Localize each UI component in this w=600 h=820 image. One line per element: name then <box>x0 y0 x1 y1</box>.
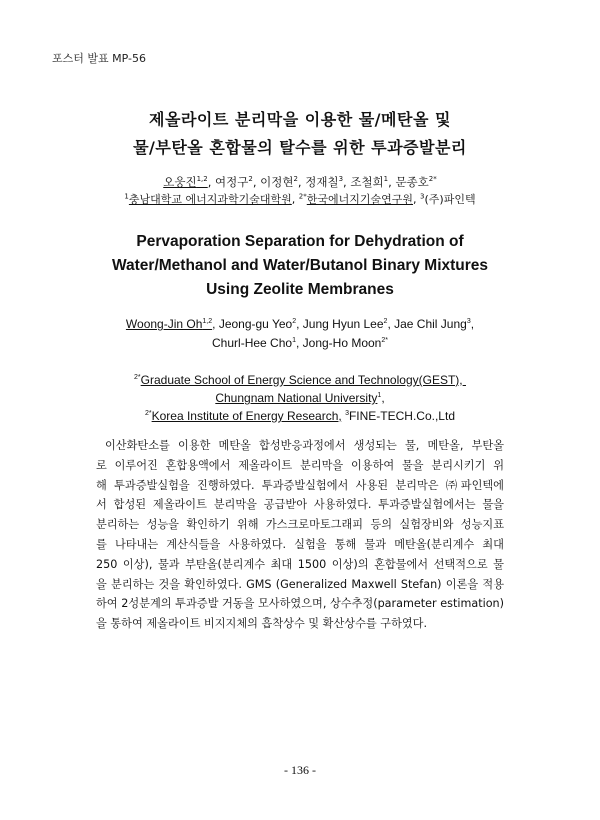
english-author: Churl-Hee Cho$^1$ <box>212 336 296 350</box>
korean-title-line-1: 제올라이트 분리막을 이용한 물/메탄올 및 <box>149 110 451 129</box>
korean-author: 오웅진$^{1,2}$ <box>163 175 208 189</box>
abstract-line: 분리하는 성능을 확인하기 위해 가스크로마토그래피 등의 실험장비와 성능지표 <box>96 518 504 532</box>
abstract-line: 해 투과증발실험을 진행하였다. 투과증발실험에서 사용된 분리막은 ㈜파인텍에 <box>96 478 504 492</box>
english-affiliation-kier-finetech: $^{2*}$Korea Institute of Energy Research, $^3$FINE-TECH.Co.,Ltd <box>144 409 455 423</box>
abstract-body <box>96 436 504 634</box>
korean-affiliation: $^3$(주)파인텍 <box>420 192 476 206</box>
abstract-line: 250 이상), 물과 부탄올(분리계수 최대 1500 이상)의 혼합물에서 선택적으로 물 <box>96 557 504 571</box>
page-number: - 136 - <box>284 763 316 777</box>
english-title-line-2: Water/Methanol and Water/Butanol Binary Mixtures <box>111 257 489 274</box>
english-affiliation-cnu: Chungnam National University$^1$, <box>215 391 385 405</box>
english-affiliation-gest: $^{2*}$Graduate School of Energy Science and Technology(GEST), <box>134 373 463 387</box>
abstract-line: 로 이루어진 혼합용액에서 제올라이트 분리막을 이용하여 물을 분리시키기 위 <box>96 458 504 472</box>
english-author: Woong-Jin Oh$^{1,2}$ <box>125 317 213 331</box>
korean-author-list: 오웅진$^{1,2}$, 여정구$^2$, 이정현$^2$, 정재칠$^3$, 조철희$^1$, 문종호$^{2*}$ <box>163 175 437 189</box>
korean-author: 여정구$^2$ <box>215 175 253 189</box>
abstract-line: 이산화탄소를 이용한 메탄올 합성반응과정에서 생성되는 물, 메탄올, 부탄올 <box>105 439 504 452</box>
english-author-list-line-2: Churl-Hee Cho$^1$, Jong-Ho Moon$^{2*}$ <box>212 336 388 350</box>
abstract-line: 을 통하여 제올라이트 비지지체의 흡착상수 및 확산상수를 구하였다. <box>96 617 428 631</box>
english-title-line-1: Pervaporation Separation for Dehydration of <box>136 233 464 250</box>
english-title-line-3: Using Zeolite Membranes <box>206 281 394 298</box>
korean-affiliation-list: $^1$충남대학교 에너지과학기술대학원, $^{2*}$한국에너지기술연구원, $^3$(주)파인텍 <box>124 192 476 206</box>
korean-affiliation: $^1$충남대학교 에너지과학기술대학원 <box>124 192 292 206</box>
abstract-line: 를 나타내는 계산식들을 사용하였다. 실험을 통해 물과 메탄올(분리계수 최대 <box>96 537 504 551</box>
english-author: Jae Chil Jung$^3$ <box>394 317 471 331</box>
korean-author: 정재칠$^3$ <box>305 175 344 189</box>
english-author-list-line-1: Woong-Jin Oh$^{1,2}$, Jeong-gu Yeo$^2$, Jung Hyun Lee$^2$, Jae Chil Jung$^3$, <box>125 317 475 331</box>
english-author: Jong-Ho Moon$^{2*}$ <box>302 336 388 350</box>
english-author: Jung Hyun Lee$^2$ <box>302 317 388 331</box>
korean-title-line-2: 물/부탄올 혼합물의 탈수를 위한 투과증발분리 <box>133 138 467 157</box>
korean-affiliation: $^{2*}$한국에너지기술연구원 <box>298 192 414 206</box>
session-label: 포스터 발표 MP-56 <box>52 52 146 65</box>
abstract-line: 서 합성된 제올라이트 분리막을 공급받아 사용하였다. 투과증발실험에서는 물을 <box>96 498 504 512</box>
english-author: Jeong-gu Yeo$^2$ <box>218 317 297 331</box>
korean-author: 조철희$^1$ <box>350 175 389 189</box>
abstract-line: 을 분리하는 것을 확인하였다. GMS (Generalized Maxwell Stefan) 이론을 적용 <box>96 577 504 591</box>
korean-author: 문종호$^{2*}$ <box>395 175 437 189</box>
korean-author: 이정현$^2$ <box>260 175 298 189</box>
abstract-line: 하여 2성분계의 투과증발 거동을 모사하였으며, 상수추정(parameter estimation) <box>96 597 504 611</box>
